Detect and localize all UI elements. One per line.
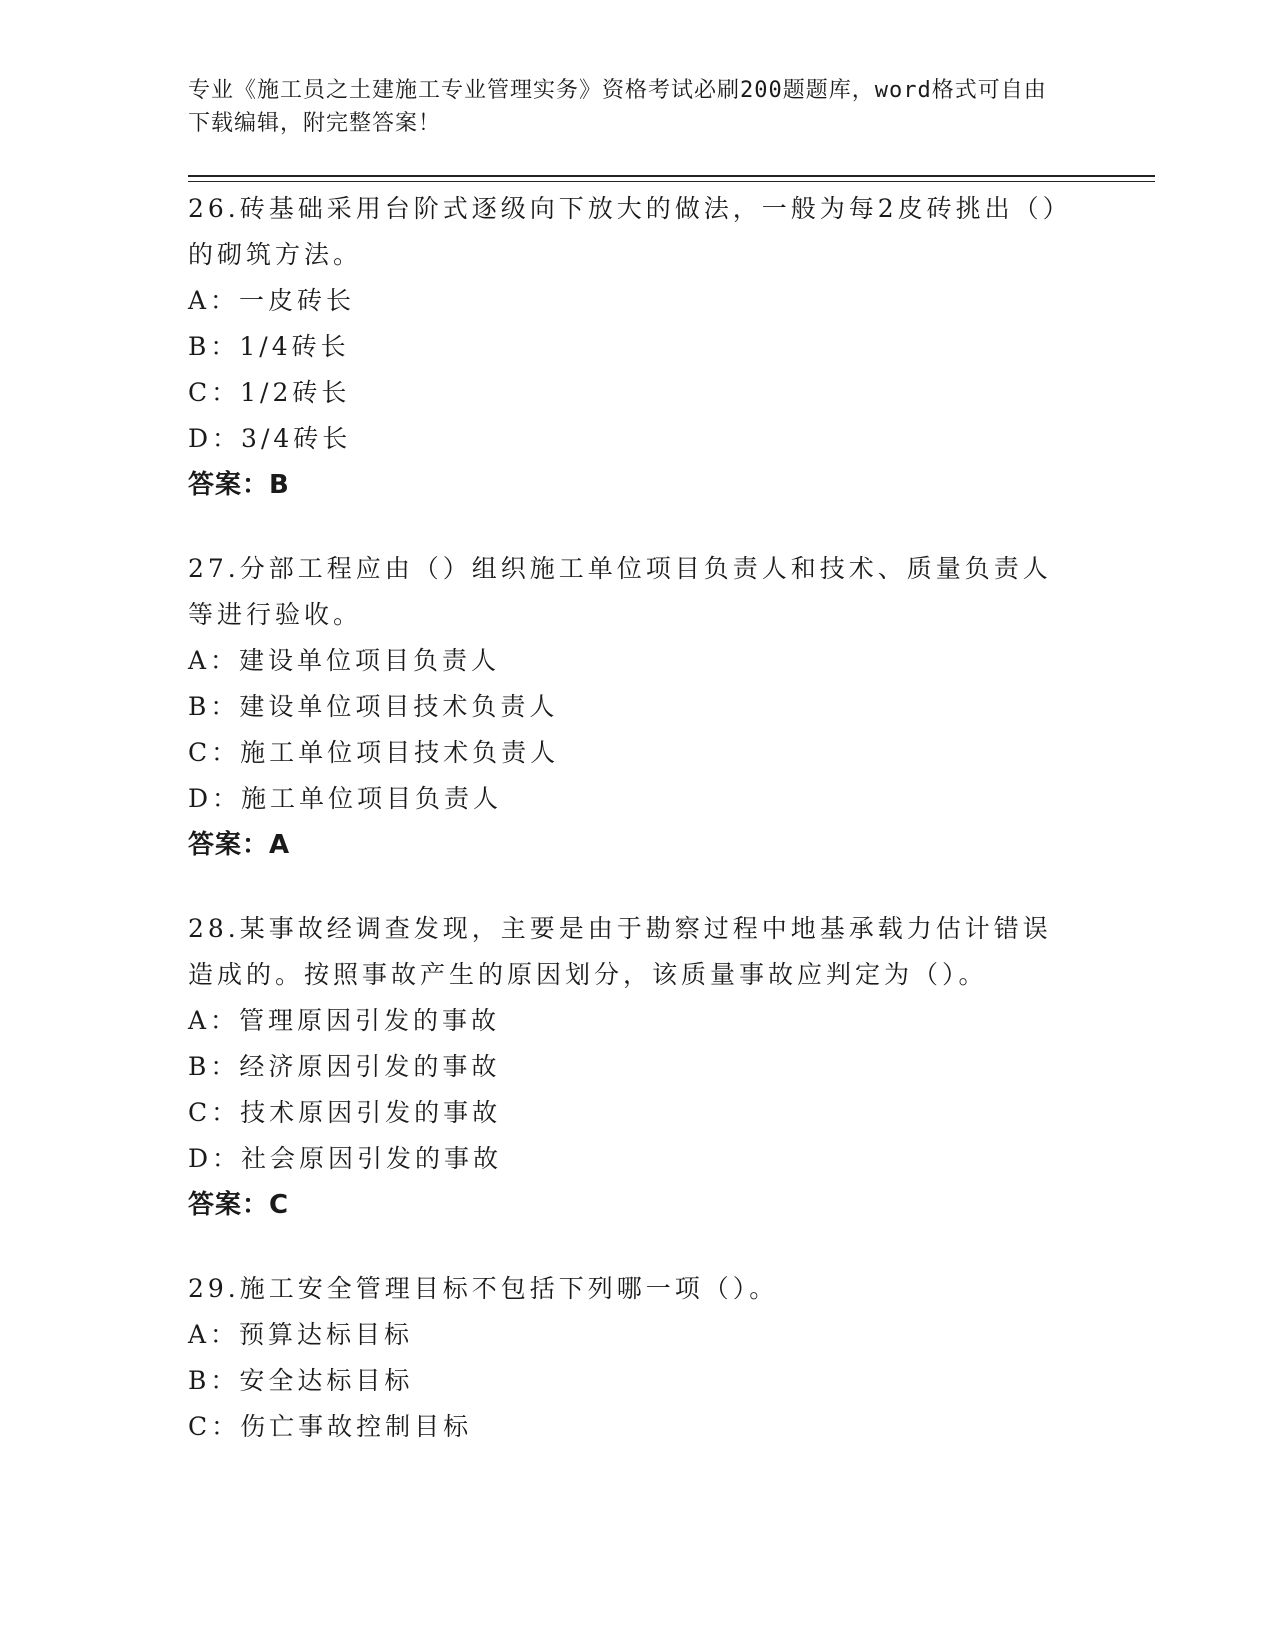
- question-stem: 26.砖基础采用台阶式逐级向下放大的做法，一般为每2皮砖挑出（）的砌筑方法。: [188, 194, 1060, 269]
- option-c: C：施工单位项目技术负责人: [188, 738, 560, 767]
- answer-label: 答案：C: [188, 1190, 290, 1220]
- question-stem: 28.某事故经调查发现，主要是由于勘察过程中地基承载力估计错误造成的。按照事故产生的原因划分，该质量事故应判定为（）。: [188, 914, 1052, 989]
- option-a: A：预算达标目标: [188, 1320, 414, 1349]
- option-c: C：伤亡事故控制目标: [188, 1412, 473, 1441]
- option-a: A：建设单位项目负责人: [188, 646, 501, 675]
- option-d: D：施工单位项目负责人: [188, 784, 503, 813]
- option-a: A：管理原因引发的事故: [188, 1006, 501, 1035]
- question-26: [188, 186, 1088, 508]
- option-b: B：1/4砖长: [188, 332, 350, 361]
- question-29: [188, 1266, 1088, 1450]
- option-d: D：社会原因引发的事故: [188, 1144, 503, 1173]
- document-header: 专业《施工员之土建施工专业管理实务》资格考试必刷200题题库，word格式可自由下载编辑，附完整答案！: [188, 78, 1047, 136]
- option-b: B：建设单位项目技术负责人: [188, 692, 559, 721]
- option-c: C：1/2砖长: [188, 378, 351, 407]
- answer-label: 答案：B: [188, 470, 290, 500]
- header-rule-thin: [188, 181, 1155, 182]
- question-28: [188, 906, 1088, 1228]
- answer-label: 答案：A: [188, 830, 291, 860]
- option-b: B：安全达标目标: [188, 1366, 414, 1395]
- header-rule-thick: [188, 175, 1155, 177]
- question-stem: 27.分部工程应由（）组织施工单位项目负责人和技术、质量负责人等进行验收。: [188, 554, 1052, 629]
- option-a: A：一皮砖长: [188, 286, 356, 315]
- option-c: C：技术原因引发的事故: [188, 1098, 502, 1127]
- option-d: D：3/4砖长: [188, 424, 352, 453]
- question-stem: 29.施工安全管理目标不包括下列哪一项（）。: [188, 1274, 779, 1303]
- option-b: B：经济原因引发的事故: [188, 1052, 501, 1081]
- question-27: [188, 546, 1088, 868]
